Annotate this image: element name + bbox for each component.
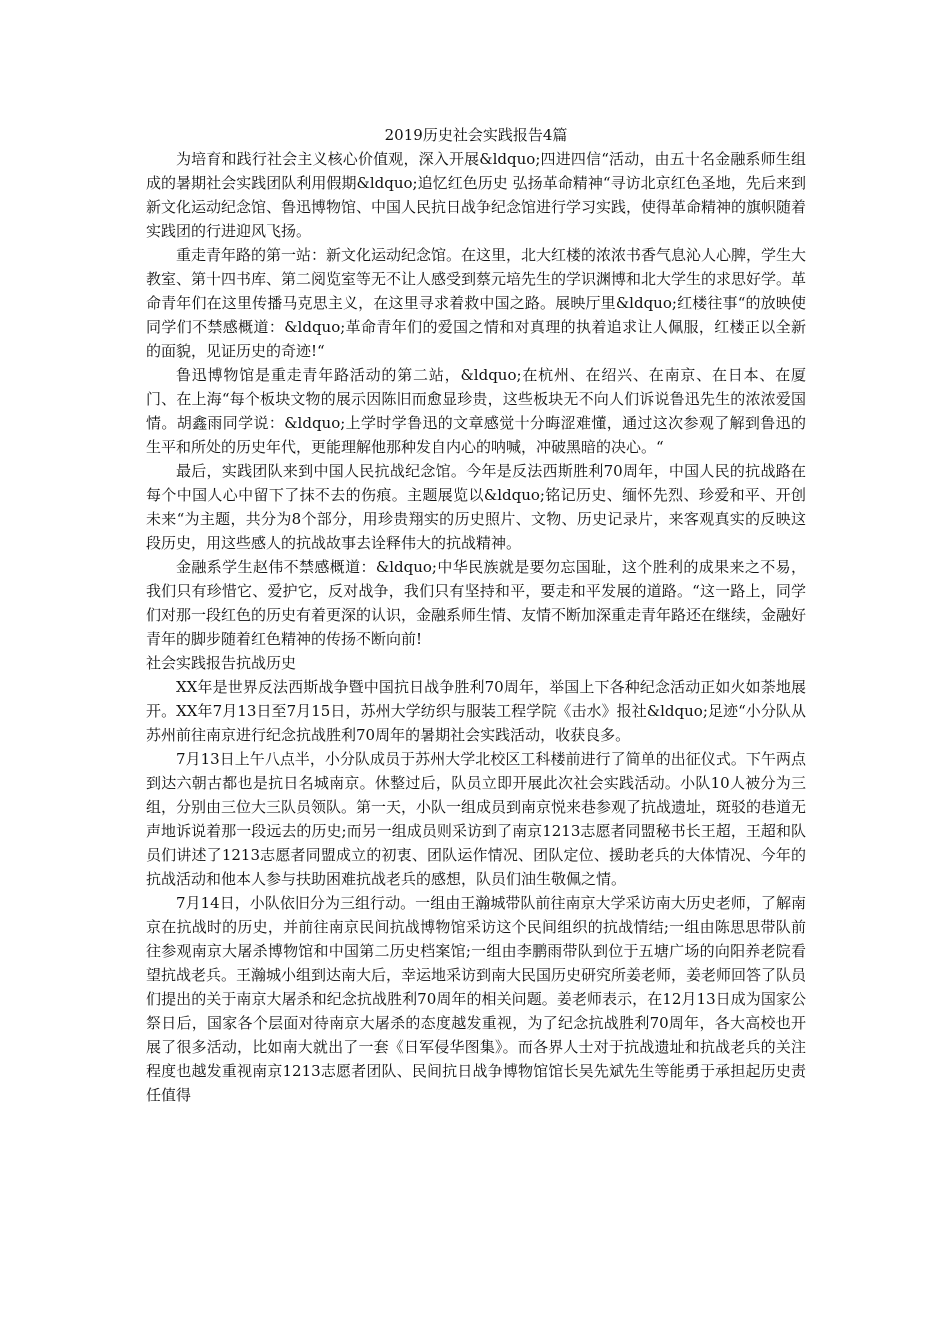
paragraph: 为培育和践行社会主义核心价值观，深入开展&ldquo;四进四信“活动，由五十名金融系师生组成的暑期社会实践团队利用假期&ldquo;追忆红色历史 弘扬革命精神“寻访北京红色圣地，先后来到新文化运动纪念馆、鲁迅博物馆、中国人民抗日战争纪念馆进行学习实践，使得革命精神的旗帜随着实践团的行进迎风飞扬。: [146, 150, 807, 240]
paragraph: 金融系学生赵伟不禁感概道：&ldquo;中华民族就是要勿忘国耻，这个胜利的成果来之不易，我们只有珍惜它、爱护它，反对战争，我们只有坚持和平，要走和平发展的道路。“这一路上，同学们对那一段红色的历史有着更深的认识，金融系师生情、友情不断加深重走青年路还在继续，金融好青年的脚步随着红色精神的传扬不断向前!: [146, 558, 807, 648]
paragraph: 7月13日上午八点半，小分队成员于苏州大学北校区工科楼前进行了简单的出征仪式。下午两点到达六朝古都也是抗日名城南京。休整过后，队员立即开展此次社会实践活动。小队10人被分为三组，分别由三位大三队员领队。第一天，小队一组成员到南京悦来巷参观了抗战遗址，斑驳的巷道无声地诉说着那一段远去的历史;而另一组成员则采访到了南京1213志愿者同盟秘书长王超，王超和队员们讲述了1213志愿者同盟成立的初衷、团队运作情况、团队定位、援助老兵的大体情况、今年的抗战活动和他本人参与扶助困难抗战老兵的感想，队员们油生敬佩之情。: [146, 750, 807, 888]
paragraph: 重走青年路的第一站：新文化运动纪念馆。在这里，北大红楼的浓浓书香气息沁人心脾，学生大教室、第十四书库、第二阅览室等无不让人感受到蔡元培先生的学识渊博和北大学生的求思好学。革命青年们在这里传播马克思主义，在这里寻求着救中国之路。展映厅里&ldquo;红楼往事“的放映使同学们不禁感概道：&ldquo;革命青年们的爱国之情和对真理的执着追求让人佩服，红楼正以全新的面貌，见证历史的奇迹!“: [146, 246, 807, 360]
document-page: [146, 123, 806, 1107]
document-title: 2019历史社会实践报告4篇: [384, 126, 568, 144]
paragraph: 最后，实践团队来到中国人民抗战纪念馆。今年是反法西斯胜利70周年，中国人民的抗战路在每个中国人心中留下了抹不去的伤痕。主题展览以&ldquo;铭记历史、缅怀先烈、珍爱和平、开创未来“为主题，共分为8个部分，用珍贵翔实的历史照片、文物、历史记录片，来客观真实的反映这段历史，用这些感人的抗战故事去诠释伟大的抗战精神。: [146, 462, 806, 552]
section-heading: 社会实践报告抗战历史: [146, 654, 297, 672]
paragraph: 鲁迅博物馆是重走青年路活动的第二站，&ldquo;在杭州、在绍兴、在南京、在日本、在厦门、在上海“每个板块文物的展示因陈旧而愈显珍贵，这些板块无不向人们诉说鲁迅先生的浓浓爱国情。胡鑫雨同学说：&ldquo;上学时学鲁迅的文章感觉十分晦涩难懂，通过这次参观了解到鲁迅的生平和所处的历史年代，更能理解他那种发自内心的呐喊，冲破黑暗的决心。“: [146, 366, 806, 456]
paragraph: XX年是世界反法西斯战争暨中国抗日战争胜利70周年，举国上下各种纪念活动正如火如荼地展开。XX年7月13日至7月15日，苏州大学纺织与服装工程学院《击水》报社&ldquo;足迹“小分队从苏州前往南京进行纪念抗战胜利70周年的暑期社会实践活动，收获良多。: [146, 678, 806, 744]
paragraph: 7月14日，小队依旧分为三组行动。一组由王瀚城带队前往南京大学采访南大历史老师，了解南京在抗战时的历史，并前往南京民间抗战博物馆采访这个民间组织的抗战情结;一组由陈思思带队前往参观南京大屠杀博物馆和中国第二历史档案馆;一组由李鹏雨带队到位于五塘广场的向阳养老院看望抗战老兵。王瀚城小组到达南大后，幸运地采访到南大民国历史研究所姜老师，姜老师回答了队员们提出的关于南京大屠杀和纪念抗战胜利70周年的相关问题。姜老师表示，在12月13日成为国家公祭日后，国家各个层面对待南京大屠杀的态度越发重视，为了纪念抗战胜利70周年，各大高校也开展了很多活动，比如南大就出了一套《日军侵华图集》。而各界人士对于抗战遗址和抗战老兵的关注程度也越发重视南京1213志愿者团队、民间抗日战争博物馆馆长吴先斌先生等能勇于承担起历史责任值得: [146, 894, 807, 1104]
